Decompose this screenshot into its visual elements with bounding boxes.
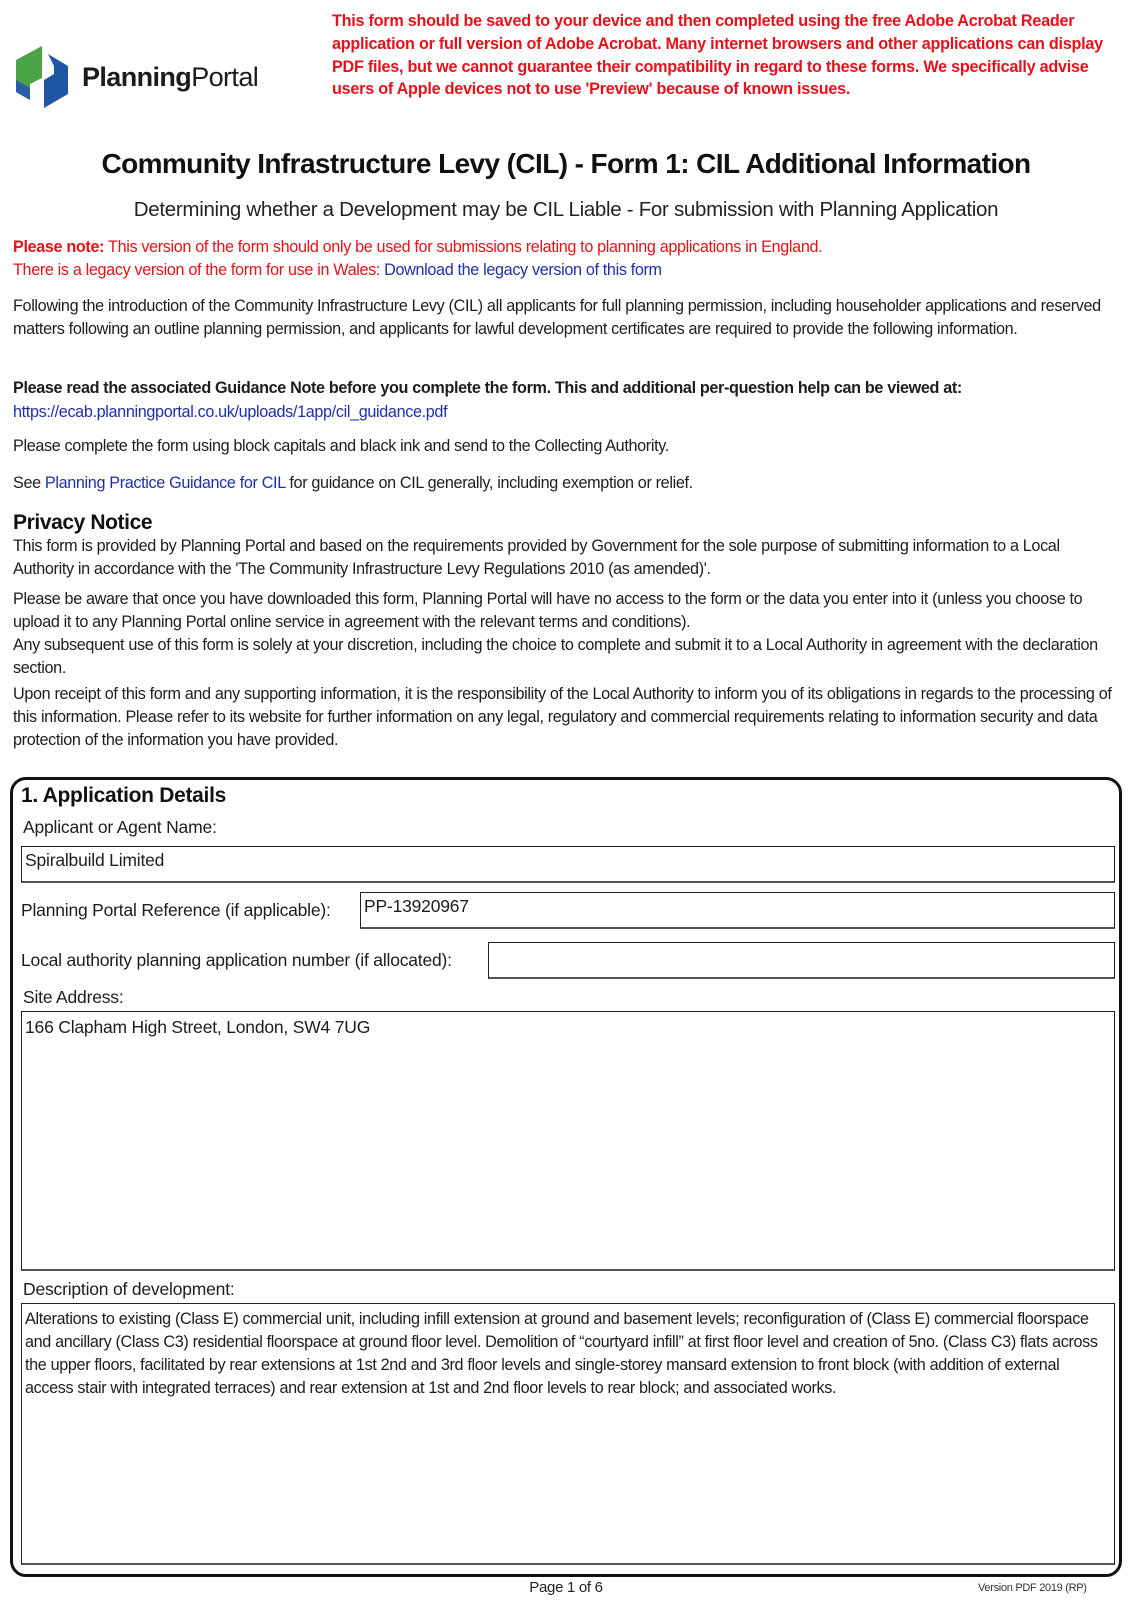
privacy-paragraph-2a: Please be aware that once you have downloaded this form, Planning Portal will have no access to the form or the data you enter into it (unless you choose to upload it to any Planning Portal online service in agreement with the relevant terms and conditions). xyxy=(13,590,1083,631)
section-heading: 1. Application Details xyxy=(21,784,226,807)
page-subtitle: Determining whether a Development may be CIL Liable - For submission with Planning Application xyxy=(133,198,999,221)
applicant-label: Applicant or Agent Name: xyxy=(23,817,217,837)
logo-text xyxy=(82,62,258,93)
legacy-form-link[interactable]: Download the legacy version of this form xyxy=(384,261,662,279)
guidance-heading: Please read the associated Guidance Note before you complete the form. This and additional per-question help can be viewed at: xyxy=(13,379,962,397)
ppg-prefix: See xyxy=(13,474,45,492)
logo-text-bold: Planning xyxy=(82,61,192,92)
version-label: Version PDF 2019 (RP) xyxy=(978,1582,1087,1594)
england-note xyxy=(13,236,1123,282)
privacy-paragraph-1: This form is provided by Planning Portal and based on the requirements provided by Government for the sole purpose of submitting information to a Local Authority in accordance with the 'The Community Infrastructure Levy Regulations 2010 (as amended)'. xyxy=(13,537,1060,578)
compatibility-warning: This form should be saved to your device and then completed using the free Adobe Acrobat Reader application or full version of Adobe Acrobat. Many internet browsers and other applications can display PDF files, but we cannot guarantee their compatibility in regard to these forms. We specifically advise users of Apple devices not to use 'Preview' because of known issues. xyxy=(332,12,1103,99)
applicant-name-field[interactable]: Spiralbuild Limited xyxy=(21,846,1115,883)
la-application-number-label: Local authority planning application number (if allocated): xyxy=(21,950,452,970)
planning-portal-logo-icon xyxy=(12,42,72,112)
privacy-heading: Privacy Notice xyxy=(13,511,153,534)
portal-reference-label: Planning Portal Reference (if applicable): xyxy=(21,900,331,920)
block-capitals-instruction: Please complete the form using block capitals and black ink and send to the Collecting Authority. xyxy=(13,437,669,455)
site-address-label: Site Address: xyxy=(23,987,124,1007)
la-application-number-field[interactable] xyxy=(488,942,1115,979)
privacy-paragraph-3: Upon receipt of this form and any supporting information, it is the responsibility of the Local Authority to inform you of its obligations in regards to the processing of this information. Please refer to its website for further information on any legal, regulatory and commercial requirements relating to information security and data protection of the information you have provided. xyxy=(13,685,1112,749)
description-label: Description of development: xyxy=(23,1279,235,1299)
privacy-paragraph-2 xyxy=(13,588,1123,680)
wales-text: There is a legacy version of the form for use in Wales: xyxy=(13,261,385,279)
page-number: Page 1 of 6 xyxy=(529,1579,603,1596)
logo-text-light: Portal xyxy=(191,61,259,92)
note-text: This version of the form should only be used for submissions relating to planning applications in England. xyxy=(104,238,823,256)
ppg-suffix: for guidance on CIL generally, including exemption or relief. xyxy=(285,474,693,492)
description-field[interactable]: Alterations to existing (Class E) commercial unit, including infill extension at ground and basement levels; reconfiguration of (Class E) commercial floorspace and ancillary (Class C3) residential floorspace at ground floor level. Demolition of “courtyard infill” at first floor level and creation of 5no. (Class C3) flats across the upper floors, facilitated by rear extensions at 1st 2nd and 3rd floor levels and single-storey mansard extension to front block (with addition of external access stair with integrated terraces) and rear extension at 1st and 2nd floor levels to rear block; and associated works. xyxy=(21,1303,1115,1565)
guidance-link[interactable]: https://ecab.planningportal.co.uk/uploads/1app/cil_guidance.pdf xyxy=(13,403,448,421)
portal-reference-field[interactable]: PP-13920967 xyxy=(360,892,1115,929)
page-title: Community Infrastructure Levy (CIL) - Form 1: CIL Additional Information xyxy=(101,148,1031,179)
privacy-paragraph-2b: Any subsequent use of this form is solely at your discretion, including the choice to complete and submit it to a Local Authority in agreement with the declaration section. xyxy=(13,636,1098,677)
planning-portal-logo xyxy=(12,38,282,116)
ppg-link[interactable]: Planning Practice Guidance for CIL xyxy=(44,474,286,492)
intro-paragraph: Following the introduction of the Community Infrastructure Levy (CIL) all applicants for full planning permission, including householder applications and reserved matters following an outline planning permission, and applicants for lawful development certificates are required to provide the following information. xyxy=(13,297,1101,338)
ppg-line xyxy=(13,472,1123,495)
site-address-field[interactable]: 166 Clapham High Street, London, SW4 7UG xyxy=(21,1011,1115,1271)
note-label: Please note: xyxy=(13,238,105,256)
